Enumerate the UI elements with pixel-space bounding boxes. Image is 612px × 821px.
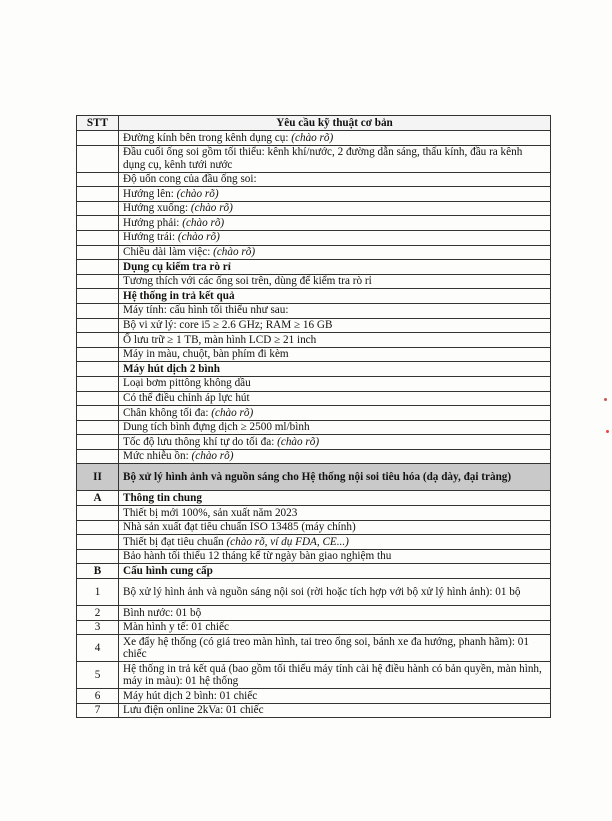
table-header-row xyxy=(77,116,551,131)
row-requirement xyxy=(119,549,551,564)
table-row xyxy=(77,703,551,718)
table-row xyxy=(77,549,551,564)
row-stt xyxy=(77,260,119,275)
row-requirement xyxy=(119,491,551,506)
scan-mark xyxy=(604,398,607,401)
table-row xyxy=(77,564,551,579)
row-stt xyxy=(77,274,119,289)
requirement-text: Nhà sản xuất đạt tiêu chuẩn ISO 13485 (máy chính) xyxy=(123,521,356,534)
table-row xyxy=(77,362,551,377)
row-requirement xyxy=(119,260,551,275)
row-requirement xyxy=(119,464,551,491)
row-requirement xyxy=(119,216,551,231)
table-row xyxy=(77,491,551,506)
table-row xyxy=(77,260,551,275)
requirement-text: Ổ lưu trữ ≥ 1 TB, màn hình LCD ≥ 21 inch xyxy=(123,333,317,346)
requirement-text: Độ uốn cong của đầu ống soi: xyxy=(123,173,257,186)
requirement-text: Hướng lên: xyxy=(123,187,177,200)
requirement-note: (chào rõ) xyxy=(191,450,234,463)
table-row xyxy=(77,620,551,635)
row-stt xyxy=(77,145,119,172)
requirement-text: Hướng trái: xyxy=(123,231,178,244)
table-row xyxy=(77,435,551,450)
row-stt xyxy=(77,535,119,550)
header-requirements: Yêu cầu kỹ thuật cơ bản xyxy=(119,116,551,131)
row-stt: 3 xyxy=(77,620,119,635)
table-row xyxy=(77,606,551,621)
requirement-text: Chiều dài làm việc: xyxy=(123,246,214,259)
requirement-note: (chào rõ) xyxy=(213,246,256,259)
row-requirement xyxy=(119,435,551,450)
requirement-text: Hướng xuống: xyxy=(123,202,191,215)
requirement-text: Màn hình y tế: 01 chiếc xyxy=(123,621,229,634)
table-row xyxy=(77,662,551,689)
row-stt: 4 xyxy=(77,635,119,662)
requirement-text: Bộ vi xử lý: core i5 ≥ 2.6 GHz; RAM ≥ 16 GB xyxy=(123,319,333,332)
requirement-note: (chào rõ, ví dụ FDA, CE...) xyxy=(226,535,349,548)
table-body xyxy=(77,131,551,718)
row-stt xyxy=(77,506,119,521)
table-row xyxy=(77,391,551,406)
requirement-text: Thiết bị đạt tiêu chuẩn xyxy=(123,535,227,548)
table-row xyxy=(77,347,551,362)
row-requirement xyxy=(119,662,551,689)
requirement-text: Mức nhiễu ồn: xyxy=(123,450,192,463)
requirement-text: Bộ xử lý hình ảnh và nguồn sáng cho Hệ thống nội soi tiêu hóa (dạ dày, đại tràng) xyxy=(123,471,512,484)
spec-sheet xyxy=(76,115,550,718)
row-requirement xyxy=(119,376,551,391)
table-row xyxy=(77,131,551,146)
row-stt xyxy=(77,333,119,348)
table-row xyxy=(77,318,551,333)
requirement-text: Lưu điện online 2kVa: 01 chiếc xyxy=(123,704,264,717)
row-requirement xyxy=(119,318,551,333)
requirement-text: Máy tính: cấu hình tối thiểu như sau: xyxy=(123,304,289,317)
scan-mark xyxy=(606,430,609,433)
table-row xyxy=(77,635,551,662)
table-row xyxy=(77,289,551,304)
table-row xyxy=(77,376,551,391)
requirement-text: Hệ thống in trả kết quả xyxy=(123,289,235,302)
row-stt xyxy=(77,520,119,535)
row-requirement xyxy=(119,406,551,421)
table-row xyxy=(77,187,551,202)
requirement-text: Thiết bị mới 100%, sản xuất năm 2023 xyxy=(123,506,298,519)
requirement-text: Đầu cuối ống soi gồm tối thiểu: kênh khí/nước, 2 đường dẫn sáng, thấu kính, đầu ra kênh dụng cụ, kênh tưới nước xyxy=(123,146,523,171)
requirement-text: Máy hút dịch 2 bình xyxy=(123,362,220,375)
requirement-text: Thông tin chung xyxy=(123,491,202,504)
table-row xyxy=(77,216,551,231)
requirement-text: Chân không tối đa: xyxy=(123,406,212,419)
requirement-text: Có thể điều chỉnh áp lực hút xyxy=(123,392,250,404)
row-stt xyxy=(77,230,119,245)
row-requirement xyxy=(119,689,551,704)
requirement-note: (chào rõ) xyxy=(190,202,233,215)
requirement-text: Cấu hình cung cấp xyxy=(123,564,213,577)
row-stt xyxy=(77,347,119,362)
row-requirement xyxy=(119,274,551,289)
row-stt xyxy=(77,376,119,391)
spec-table xyxy=(76,115,551,718)
requirement-text: Tương thích với các ống soi trên, dùng để kiểm tra rò rỉ xyxy=(123,275,372,288)
requirement-text: Bình nước: 01 bộ xyxy=(123,606,202,619)
row-stt xyxy=(77,318,119,333)
requirement-text: Máy in màu, chuột, bàn phím đi kèm xyxy=(123,348,289,361)
row-stt xyxy=(77,245,119,260)
row-requirement xyxy=(119,520,551,535)
row-requirement xyxy=(119,187,551,202)
table-row xyxy=(77,274,551,289)
row-stt xyxy=(77,289,119,304)
row-stt: II xyxy=(77,464,119,491)
row-stt xyxy=(77,131,119,146)
row-requirement xyxy=(119,535,551,550)
requirement-text: Dung tích bình đựng dịch ≥ 2500 ml/bình xyxy=(123,421,310,434)
row-requirement xyxy=(119,145,551,172)
row-requirement xyxy=(119,564,551,579)
requirement-note: (chào rõ) xyxy=(176,187,219,200)
table-row xyxy=(77,333,551,348)
row-requirement xyxy=(119,606,551,621)
row-requirement xyxy=(119,230,551,245)
row-stt xyxy=(77,549,119,564)
row-stt xyxy=(77,420,119,435)
row-requirement xyxy=(119,245,551,260)
requirement-text: Bảo hành tối thiểu 12 tháng kể từ ngày bàn giao nghiệm thu xyxy=(123,550,392,563)
row-requirement xyxy=(119,172,551,187)
table-row xyxy=(77,520,551,535)
row-requirement xyxy=(119,289,551,304)
table-row xyxy=(77,245,551,260)
requirement-note: (chào rõ) xyxy=(277,435,320,448)
row-requirement xyxy=(119,303,551,318)
requirement-note: (chào rõ) xyxy=(291,131,334,144)
row-requirement xyxy=(119,620,551,635)
row-stt xyxy=(77,362,119,377)
table-row xyxy=(77,689,551,704)
row-stt xyxy=(77,435,119,450)
table-row xyxy=(77,406,551,421)
requirement-text: Xe đẩy hệ thống (có giá treo màn hình, tai treo ống soi, bánh xe đa hướng, phanh hãm): 01 chiếc xyxy=(123,635,529,661)
row-stt: A xyxy=(77,491,119,506)
table-row xyxy=(77,420,551,435)
row-requirement xyxy=(119,347,551,362)
row-stt: 6 xyxy=(77,689,119,704)
row-requirement xyxy=(119,131,551,146)
table-row xyxy=(77,201,551,216)
row-stt xyxy=(77,187,119,202)
requirement-text: Hướng phải: xyxy=(123,216,183,229)
table-row xyxy=(77,535,551,550)
row-requirement xyxy=(119,703,551,718)
table-row xyxy=(77,464,551,491)
requirement-text: Tốc độ lưu thông khí tự do tối đa: xyxy=(123,435,278,448)
requirement-text: Máy hút dịch 2 bình: 01 chiếc xyxy=(123,689,258,702)
row-stt: 1 xyxy=(77,579,119,606)
row-stt xyxy=(77,303,119,318)
requirement-note: (chào rõ) xyxy=(211,406,254,419)
table-row xyxy=(77,506,551,521)
row-stt: 5 xyxy=(77,662,119,689)
row-stt xyxy=(77,406,119,421)
requirement-text: Loại bơm pittông không dầu xyxy=(123,377,251,390)
row-requirement xyxy=(119,449,551,464)
row-stt xyxy=(77,172,119,187)
requirement-text: Hệ thống in trả kết quả (bao gồm tối thiểu máy tính cài hệ điều hành có bản quyền, màn hình, máy in màu): 01 hệ thống xyxy=(123,662,542,688)
row-stt xyxy=(77,391,119,406)
row-requirement xyxy=(119,506,551,521)
requirement-text: Bộ xử lý hình ảnh và nguồn sáng nội soi (rời hoặc tích hợp với bộ xử lý hình ảnh): 01 bộ xyxy=(123,585,521,598)
requirement-text: Dụng cụ kiểm tra rò rỉ xyxy=(123,260,231,273)
row-requirement xyxy=(119,420,551,435)
row-stt: 7 xyxy=(77,703,119,718)
row-requirement xyxy=(119,362,551,377)
row-requirement xyxy=(119,635,551,662)
table-row xyxy=(77,230,551,245)
header-stt: STT xyxy=(77,116,119,131)
row-stt: B xyxy=(77,564,119,579)
row-requirement xyxy=(119,201,551,216)
table-row xyxy=(77,172,551,187)
table-row xyxy=(77,579,551,606)
table-row xyxy=(77,303,551,318)
row-requirement xyxy=(119,579,551,606)
row-stt xyxy=(77,201,119,216)
table-row xyxy=(77,449,551,464)
table-row xyxy=(77,145,551,172)
row-stt xyxy=(77,216,119,231)
row-stt xyxy=(77,449,119,464)
requirement-note: (chào rõ) xyxy=(182,216,225,229)
row-requirement xyxy=(119,391,551,406)
row-requirement xyxy=(119,333,551,348)
row-stt: 2 xyxy=(77,606,119,621)
requirement-note: (chào rõ) xyxy=(177,231,220,244)
requirement-text: Đường kính bên trong kênh dụng cụ: xyxy=(123,131,292,144)
